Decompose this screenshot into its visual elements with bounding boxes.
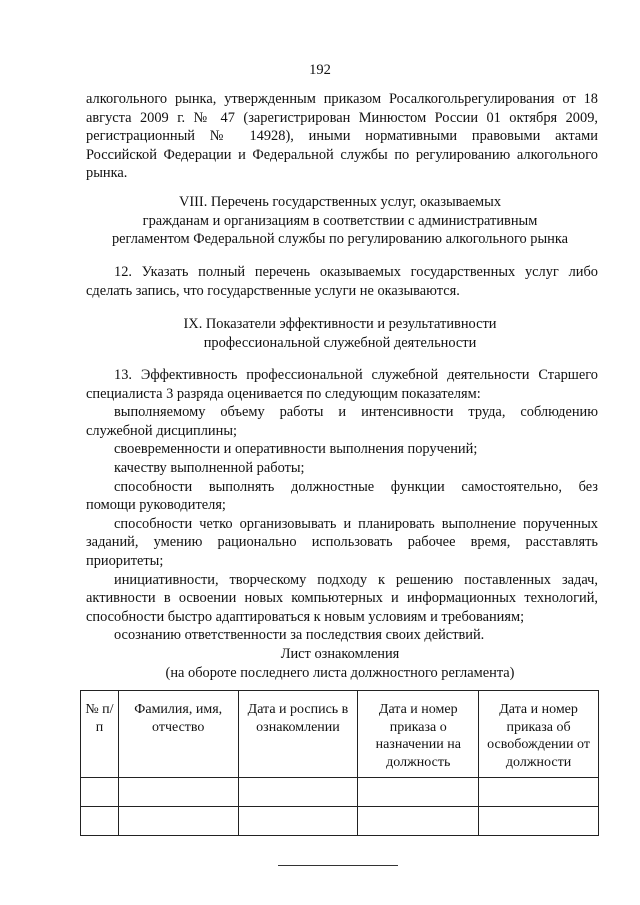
item-13-paragraph — [86, 366, 598, 645]
text-line: 12. Указать полный перечень оказываемых государственных услуг либо — [114, 264, 598, 280]
text-line: Российской Федерации и Федеральной службы по регулированию алкогольного — [86, 146, 598, 163]
column-header-signature-date: Дата и роспись в ознакомлении — [238, 691, 358, 778]
table-cell — [81, 807, 119, 836]
heading-line: гражданам и организациям в соответствии с административным — [142, 212, 538, 229]
table-cell — [358, 807, 479, 836]
text-line: августа 2009 г. № 47 (зарегистрирован Минюстом России 01 октября 2009, — [86, 109, 598, 126]
text-line: специалиста 3 разряда оценивается по следующим показателям: — [86, 385, 481, 402]
sheet-subtitle: (на обороте последнего листа должностного регламента) — [165, 664, 515, 681]
text-line: рынка. — [86, 165, 128, 182]
page-number: 192 — [309, 62, 331, 78]
text-line: своевременности и оперативности выполнения поручений; — [114, 441, 478, 458]
section-9-title — [60, 315, 620, 352]
column-header-number: № п/п — [81, 691, 119, 778]
column-header-dismissal-order: Дата и номер приказа об освобождении от должности — [479, 691, 599, 778]
heading-line: IX. Показатели эффективности и результативности — [183, 316, 497, 332]
text-line: алкогольного рынка, утвержденным приказом Росалкогольрегулирования от 18 — [86, 91, 598, 107]
table-header-row — [81, 691, 599, 778]
table-cell — [118, 778, 238, 807]
column-header-full-name: Фамилия, имя, отчество — [118, 691, 238, 778]
table-cell — [118, 807, 238, 836]
text-line: регистрационный № 14928), иными нормативными правовыми актами — [86, 128, 598, 145]
section-8-title — [60, 193, 620, 249]
intro-paragraph — [86, 90, 598, 183]
table-cell — [479, 778, 599, 807]
heading-line: регламентом Федеральной службы по регулированию алкогольного рынка — [111, 231, 569, 248]
footer-divider — [278, 865, 398, 866]
text-line: активности в освоении новых компьютерных и информационных технологий, — [86, 590, 598, 607]
table-cell — [238, 778, 358, 807]
table-cell — [81, 778, 119, 807]
item-12-paragraph — [86, 263, 598, 300]
heading-line: VIII. Перечень государственных услуг, оказываемых — [178, 194, 502, 210]
text-line: осознанию ответственности за последствия своих действий. — [114, 627, 485, 644]
text-line: способности четко организовывать и планировать выполнение порученных — [114, 515, 598, 532]
table-cell — [479, 807, 599, 836]
column-header-appointment-order: Дата и номер приказа о назначении на должность — [358, 691, 479, 778]
sheet-title: Лист ознакомления — [280, 646, 400, 662]
text-line: качеству выполненной работы; — [114, 459, 305, 476]
table-cell — [358, 778, 479, 807]
acknowledgement-table — [80, 690, 599, 836]
heading-line: профессиональной служебной деятельности — [203, 334, 477, 351]
text-line: сделать запись, что государственные услуги не оказываются. — [86, 282, 460, 299]
sheet-heading — [60, 645, 620, 682]
text-line: помощи руководителя; — [86, 497, 226, 514]
text-line: 13. Эффективность профессиональной служебной деятельности Старшего — [114, 367, 598, 383]
text-line: инициативности, творческому подходу к решению поставленных задач, — [114, 571, 598, 588]
text-line: способности выполнять должностные функции самостоятельно, без — [114, 478, 598, 495]
table-row — [81, 778, 599, 807]
text-line: приоритеты; — [86, 552, 164, 569]
text-line: способности быстро адаптироваться к новым условиям и требованиям; — [86, 608, 525, 625]
text-line: служебной дисциплины; — [86, 422, 237, 439]
table-row — [81, 807, 599, 836]
table-cell — [238, 807, 358, 836]
text-line: выполняемому объему работы и интенсивности труда, соблюдению — [114, 404, 598, 421]
text-line: заданий, умению рационально использовать рабочее время, расставлять — [86, 534, 598, 551]
